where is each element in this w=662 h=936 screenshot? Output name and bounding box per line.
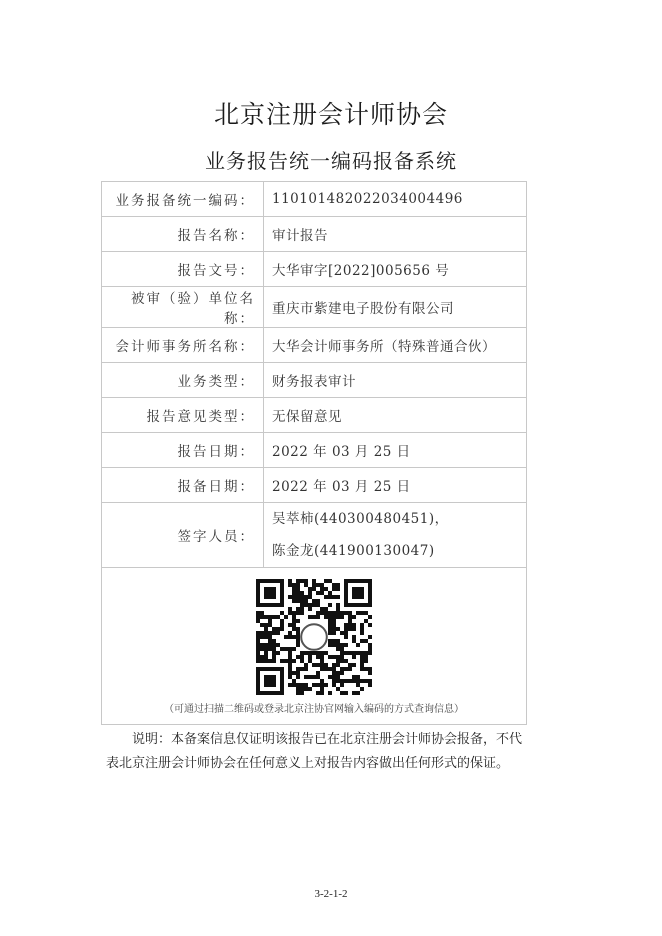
table-row [102, 363, 527, 398]
system-title: 业务报告统一编码报备系统 [205, 149, 457, 173]
table-row [102, 433, 527, 468]
table-row [102, 287, 527, 328]
row-label: 报告名称： [102, 217, 264, 252]
row-label: 签字人员： [102, 503, 264, 568]
row-label: 报告文号： [102, 252, 264, 287]
table-row [102, 328, 527, 363]
disclaimer-note: 说明：本备案信息仅证明该报告已在北京注册会计师协会报备，不代表北京注册会计师协会在任何意义上对报告内容做出任何形式的保证。 [106, 732, 523, 771]
row-label: 会计师事务所名称： [102, 328, 264, 363]
signer-name: 吴萃柿(440300480451)， [272, 511, 449, 527]
report-info-table [101, 181, 527, 725]
signer-name: 陈金龙(441900130047) [272, 543, 435, 559]
qr-cell [102, 568, 527, 701]
row-value: 110101482022034004496 [264, 182, 527, 217]
row-label: 报告日期： [102, 433, 264, 468]
row-label: 业务报备统一编码： [102, 182, 264, 217]
row-value: 审计报告 [264, 217, 527, 252]
row-value: 财务报表审计 [264, 363, 527, 398]
table-row [102, 217, 527, 252]
association-title: 北京注册会计师协会 [213, 100, 448, 129]
table-row [102, 398, 527, 433]
row-value: 2022 年 03 月 25 日 [264, 468, 527, 503]
table-row [102, 252, 527, 287]
row-value: 大华会计师事务所（特殊普通合伙） [264, 328, 527, 363]
row-value: 2022 年 03 月 25 日 [264, 433, 527, 468]
qr-caption: （可通过扫描二维码或登录北京注协官网输入编码的方式查询信息） [102, 700, 527, 725]
table-row [102, 468, 527, 503]
table-row-signers [102, 503, 527, 568]
row-value: 大华审字[2022]005656 号 [264, 252, 527, 287]
row-label: 被审（验）单位名称： [102, 287, 264, 328]
row-label: 业务类型： [102, 363, 264, 398]
row-label: 报备日期： [102, 468, 264, 503]
row-label: 报告意见类型： [102, 398, 264, 433]
row-value [264, 503, 527, 568]
row-value: 重庆市紫建电子股份有限公司 [264, 287, 527, 328]
qr-code-icon[interactable] [256, 579, 372, 695]
page-number: 3-2-1-2 [314, 888, 348, 900]
table-row [102, 182, 527, 217]
row-value: 无保留意见 [264, 398, 527, 433]
